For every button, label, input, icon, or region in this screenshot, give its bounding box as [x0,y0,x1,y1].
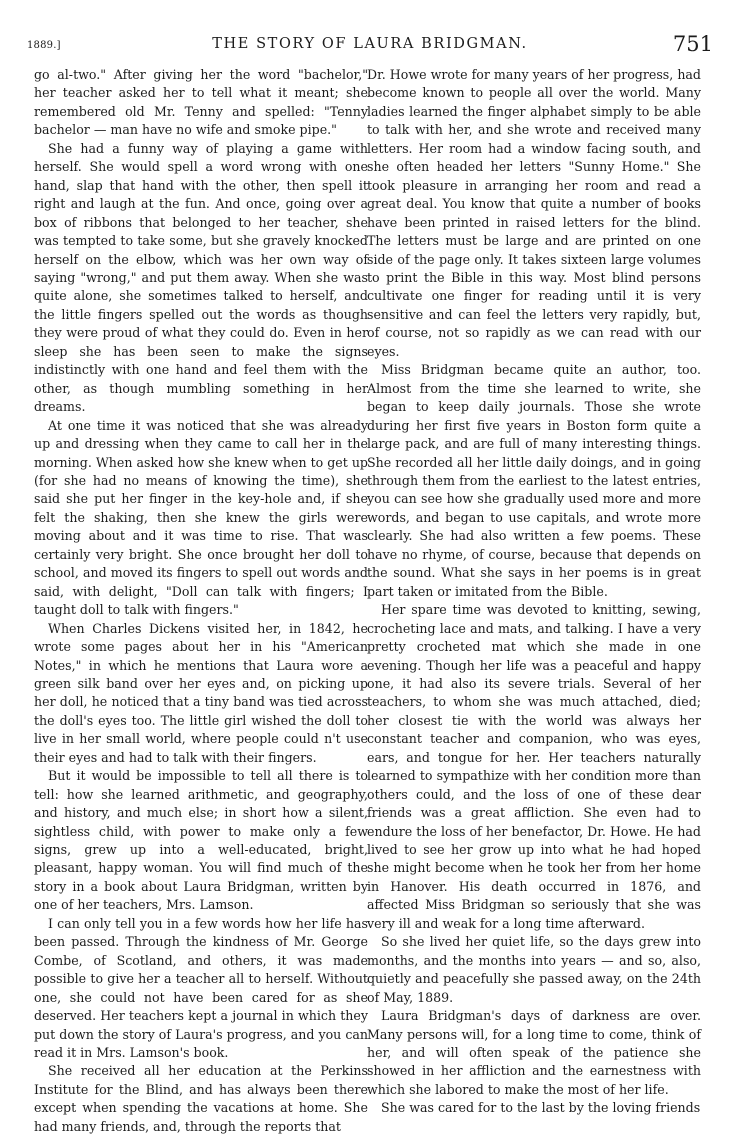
paragraph: She received all her education at the Perkins Institute for the Blind, and has always been there except when spending the vacations at home. She had many friends, and, through the reports that [34,1063,368,1134]
running-title: THE STORY OF LAURA BRIDGMAN. [212,36,528,52]
paragraph: I can only tell you in a few words how her life has been passed. Through the kindness of Mr. George Combe, of Scotland, and others, it was made possible to give her a teacher all to herself. Without one, she could not have been cared for as she deserved. Her teachers kept a journal in which they put down the story of Laura's progress, and you can read it in Mrs. Lamson's book. [34,915,368,1061]
paragraph: She was cared for to the last by the loving friends [381,1100,701,1116]
paragraph: Dr. Howe wrote for many years of her progress, had become known to people all over the world. Many ladies learned the finger alphabet simply to be able to talk with her, and she wrote and received many letters. Her room had a window facing south, and she often headed her letters "Sunny Home." She took pleasure in arranging her room and read a great deal. You know that quite a number of books have been printed in raised letters for the blind. The letters must be large and are printed on one side of the page only. It takes sixteen large volumes to print the Bible in this way. Most blind persons cultivate one finger for reading until it is very sensitive and can feel the letters very rapidly, but, of course, not so rapidly as we can read with our eyes. [367,67,701,359]
paragraph: She had a funny way of playing a game with herself. She would spell a word wrong with one hand, slap that hand with the other, then spell it right and laugh at the fun. And once, going over a box of ribbons that belonged to her teacher, she was tempted to take some, but she gravely knocked herself on the elbow, which was her own way of saying "wrong," and put them away. When she was quite alone, she sometimes talked to herself, and the little fingers spelled out the words as though they were proud of what they could do. Even in her sleep she has been seen to make the signs indistinctly with one hand and feel them with the other, as though mumbling something in her dreams. [34,140,368,415]
paragraph: When Charles Dickens visited her, in 1842, he wrote some pages about her in his "American Notes," in which he mentions that Laura wore a green silk band over her eyes and, on picking up her doll, he noticed that a tiny band was tied across the doll's eyes too. The little girl wished the doll to live in her small world, where people could n't use their eyes and had to talk with their fingers. [34,620,368,765]
left-column [34,66,368,1136]
paragraph: Her spare time was devoted to knitting, sewing, crocheting lace and mats, and talking. I have a very pretty crocheted mat which she made in one evening. Though her life was a peaceful and happy one, it had also its severe trials. Several of her teachers, to whom she was much attached, died; her closest tie with the world was always her constant teacher and companion, who was eyes, ears, and tongue for her. Her teachers naturally learned to sympathize with her condition more than others could, and the loss of one of these dear friends was a great affliction. She even had to endure the loss of her benefactor, Dr. Howe. He had lived to see her grow up into what he had hoped she might become when he took her from her home in Hanover. His death occurred in 1876, and affected Miss Bridgman so seriously that she was very ill and weak for a long time afterward. [367,602,701,931]
paragraph: Miss Bridgman became quite an author, too. Almost from the time she learned to write, she began to keep daily journals. Those she wrote during her first five years in Boston form quite a large pack, and are full of many interesting things. She recorded all her little daily doings, and in going through them from the earliest to the latest entries, you can see how she gradually used more and more words, and began to use capitals, and wrote more clearly. She had also written a few poems. These have no rhyme, of course, because that depends on the sound. What she says in her poems is in great part taken or imitated from the Bible. [367,362,701,599]
page-number: 751 [672,32,713,56]
paragraph: go al-two." After giving her the word "bachelor," her teacher asked her to tell what it meant; she remembered old Mr. Tenny and spelled: "Tenny bachelor — man have no wife and smoke pipe." [34,67,368,138]
header-date: 1889.] [27,40,61,51]
paragraph: So she lived her quiet life, so the days grew into months, and the months into years — and so, also, quietly and peacefully she passed away, on the 24th of May, 1889. [367,934,701,1005]
page-header [27,32,713,60]
paragraph: But it would be impossible to tell all there is to tell: how she learned arithmetic, and geography, and history, and much else; in short how a silent, sightless child, with power to make only a few signs, grew up into a well-educated, bright, pleasant, happy woman. You will find much of the story in a book about Laura Bridgman, written by one of her teachers, Mrs. Lamson. [34,768,368,913]
paragraph: Laura Bridgman's days of darkness are over. Many persons will, for a long time to come, think of her, and will often speak of the patience she showed in her affliction and the earnestness with which she labored to make the most of her life. [367,1008,701,1097]
paragraph: At one time it was noticed that she was already up and dressing when they came to call her in the morning. When asked how she knew when to get up (for she had no means of knowing the time), she said she put her finger in the key-hole and, if she felt the shaking, then she knew the girls were moving about and it was time to rise. That was certainly very bright. She once brought her doll to school, and moved its fingers to spell out words and said, with delight, "Doll can talk with fingers; I taught doll to talk with fingers." [34,417,368,618]
right-column [367,66,701,1118]
